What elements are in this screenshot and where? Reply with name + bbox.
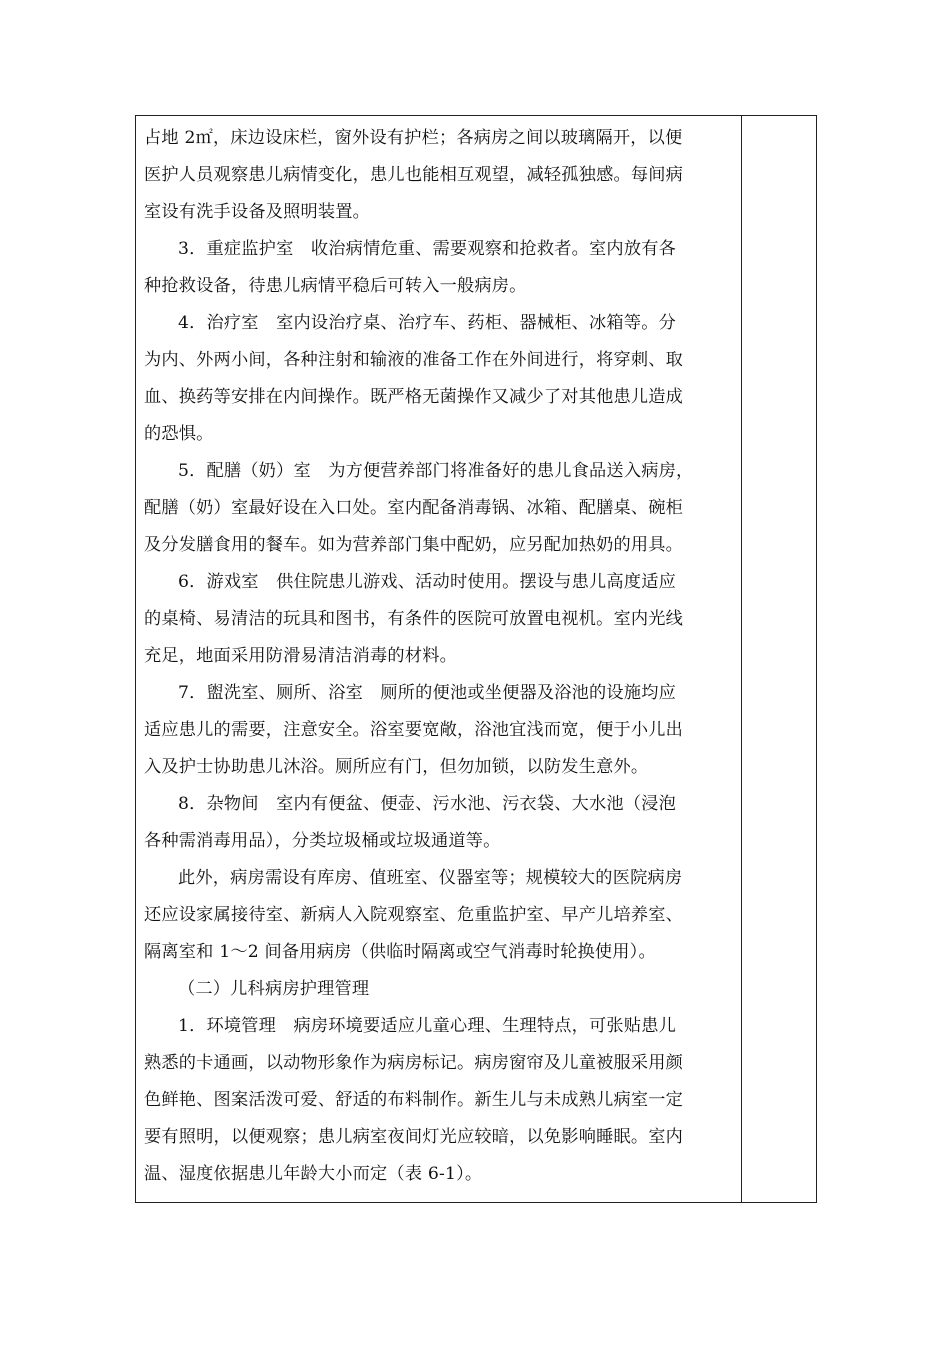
text-line: 色鲜艳、图案活泼可爱、舒适的布料制作。新生儿与未成熟儿病室一定 xyxy=(144,1090,684,1110)
text-line: 种抢救设备，待患儿病情平稳后可转入一般病房。 xyxy=(144,276,527,296)
text-line: 此外，病房需设有库房、值班室、仪器室等；规模较大的医院病房 xyxy=(178,868,683,888)
text-line: 隔离室和 1～2 间备用病房（供临时隔离或空气消毒时轮换使用）。 xyxy=(144,942,656,962)
text-line: 适应患儿的需要，注意安全。浴室要宽敞，浴池宜浅而宽，便于小儿出 xyxy=(144,720,684,740)
text-line: 的桌椅、易清洁的玩具和图书，有条件的医院可放置电视机。室内光线 xyxy=(144,609,684,629)
side-cell xyxy=(742,116,816,1202)
text-line: 7．盥洗室、厕所、浴室 厕所的便池或坐便器及浴池的设施均应 xyxy=(178,683,676,703)
document-table xyxy=(135,115,817,1203)
text-line: 4．治疗室 室内设治疗桌、治疗车、药柜、器械柜、冰箱等。分 xyxy=(178,313,676,333)
text-line: 及分发膳食用的餐车。如为营养部门集中配奶，应另配加热奶的用具。 xyxy=(144,535,684,555)
text-line: 血、换药等安排在内间操作。既严格无菌操作又减少了对其他患儿造成 xyxy=(144,387,684,407)
text-line: 各种需消毒用品），分类垃圾桶或垃圾通道等。 xyxy=(144,831,501,851)
text-line: 8．杂物间 室内有便盆、便壶、污水池、污衣袋、大水池（浸泡 xyxy=(178,794,676,814)
text-line: 5．配膳（奶）室 为方便营养部门将准备好的患儿食品送入病房， xyxy=(178,461,694,481)
text-line: 入及护士协助患儿沐浴。厕所应有门，但勿加锁，以防发生意外。 xyxy=(144,757,649,777)
text-line: 医护人员观察患儿病情变化，患儿也能相互观望，减轻孤独感。每间病 xyxy=(144,165,684,185)
text-line: 的恐惧。 xyxy=(144,424,214,444)
text-line: 占地 2㎡，床边设床栏，窗外设有护栏；各病房之间以玻璃隔开，以便 xyxy=(144,128,683,148)
content-cell xyxy=(136,116,742,1202)
text-line: 温、湿度依据患儿年龄大小而定（表 6-1）。 xyxy=(144,1164,483,1184)
text-line: 为内、外两小间，各种注射和输液的准备工作在外间进行，将穿刺、取 xyxy=(144,350,684,370)
text-line: 充足，地面采用防滑易清洁消毒的材料。 xyxy=(144,646,457,666)
text-line: 室设有洗手设备及照明装置。 xyxy=(144,202,371,222)
text-line: 配膳（奶）室最好设在入口处。室内配备消毒锅、冰箱、配膳桌、碗柜 xyxy=(144,498,684,518)
text-line: 要有照明，以便观察；患儿病室夜间灯光应较暗，以免影响睡眠。室内 xyxy=(144,1127,684,1147)
text-line: 熟悉的卡通画，以动物形象作为病房标记。病房窗帘及儿童被服采用颜 xyxy=(144,1053,684,1073)
text-line: 1．环境管理 病房环境要适应儿童心理、生理特点，可张贴患儿 xyxy=(178,1016,676,1036)
text-line: 还应设家属接待室、新病人入院观察室、危重监护室、早产儿培养室、 xyxy=(144,905,684,925)
section-heading: （二）儿科病房护理管理 xyxy=(178,979,370,999)
text-line: 3．重症监护室 收治病情危重、需要观察和抢救者。室内放有各 xyxy=(178,239,676,259)
text-line: 6．游戏室 供住院患儿游戏、活动时使用。摆设与患儿高度适应 xyxy=(178,572,676,592)
